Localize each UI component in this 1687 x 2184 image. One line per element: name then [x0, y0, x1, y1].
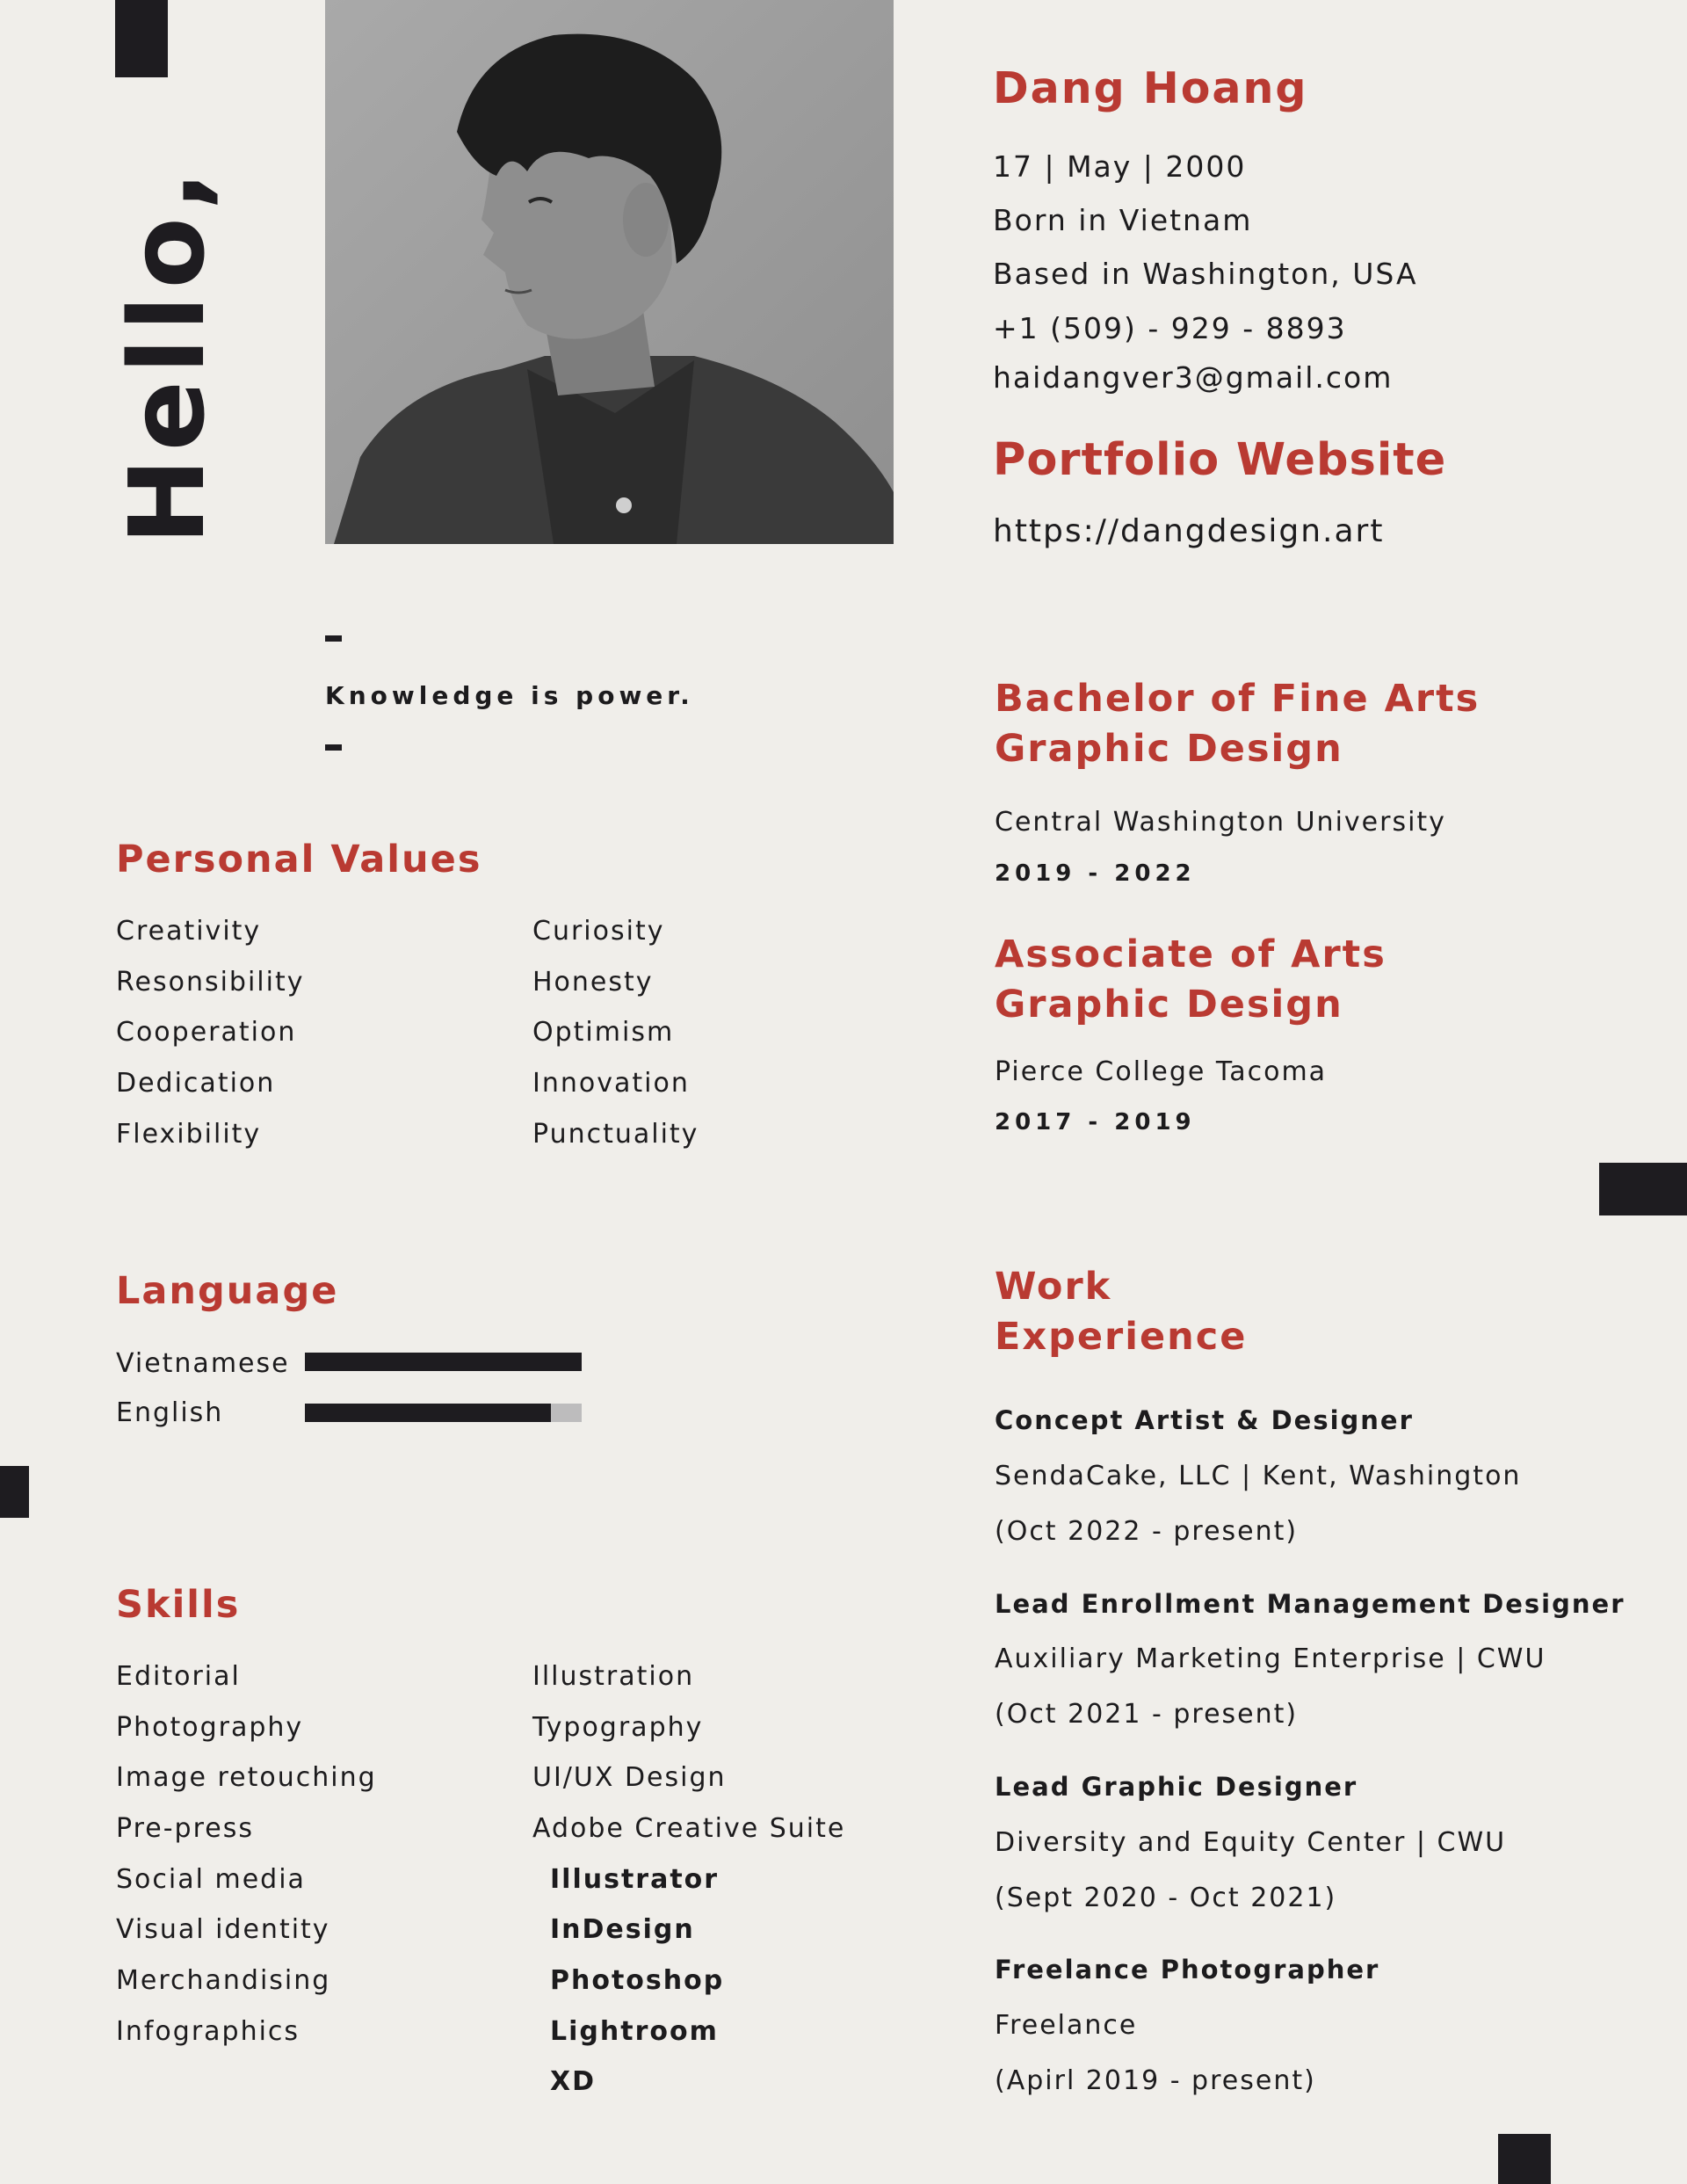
skill-item: Social media: [116, 1864, 306, 1895]
decor-block-bottom: [1498, 2134, 1551, 2184]
value-item: Cooperation: [116, 1017, 297, 1048]
job-4-title: Freelance Photographer: [995, 1955, 1380, 1984]
degree-1-line1: Bachelor of Fine Arts: [995, 677, 1481, 721]
decor-block-left: [0, 1466, 29, 1518]
phone: +1 (509) - 929 - 8893: [993, 311, 1347, 345]
language-english-fill: [305, 1404, 551, 1422]
value-item: Flexibility: [116, 1119, 262, 1150]
location: Based in Washington, USA: [993, 257, 1418, 291]
degree-2-title: [995, 930, 1387, 1030]
degree-1-title: [995, 674, 1480, 774]
skill-item: Photography: [116, 1712, 304, 1743]
quote-dash-bottom: [325, 744, 342, 751]
value-item: Resonsibility: [116, 967, 305, 998]
birthplace: Born in Vietnam: [993, 203, 1253, 237]
skill-item: Image retouching: [116, 1762, 377, 1793]
decor-block-top-left: [115, 0, 168, 77]
job-1-title: Concept Artist & Designer: [995, 1405, 1414, 1435]
skill-item: Typography: [532, 1712, 704, 1743]
skill-item: Pre-press: [116, 1813, 254, 1844]
value-item: Punctuality: [532, 1119, 699, 1150]
birthdate: 17 | May | 2000: [993, 149, 1247, 184]
portfolio-link[interactable]: https://dangdesign.art: [993, 513, 1385, 549]
job-2-dates: (Oct 2021 - present): [995, 1699, 1299, 1730]
adobe-app-item: XD: [550, 2066, 597, 2097]
adobe-app-item: Illustrator: [550, 1864, 720, 1895]
degree-1-line2: Graphic Design: [995, 727, 1343, 771]
value-item: Honesty: [532, 967, 654, 998]
job-3-dates: (Sept 2020 - Oct 2021): [995, 1883, 1337, 1913]
degree-1-years: 2019 - 2022: [995, 860, 1196, 887]
decor-block-right: [1599, 1163, 1687, 1215]
value-item: Creativity: [116, 916, 262, 947]
job-4-org: Freelance: [995, 2010, 1138, 2041]
degree-2-line1: Associate of Arts: [995, 932, 1387, 976]
language-vietnamese-label: Vietnamese: [116, 1348, 290, 1379]
person-name: Dang Hoang: [993, 63, 1308, 113]
profile-photo: [325, 0, 894, 544]
value-item: Optimism: [532, 1017, 675, 1048]
language-title: Language: [116, 1269, 339, 1313]
degree-2-years: 2017 - 2019: [995, 1109, 1196, 1136]
work-title-line1: Work: [995, 1265, 1112, 1309]
skill-item: Illustration: [532, 1661, 695, 1692]
email[interactable]: haidangver3@gmail.com: [993, 360, 1394, 395]
skill-item: Visual identity: [116, 1914, 330, 1945]
hello-heading: Hello,: [106, 163, 228, 545]
value-item: Dedication: [116, 1068, 276, 1099]
adobe-app-item: Lightroom: [550, 2016, 719, 2047]
job-1-org: SendaCake, LLC | Kent, Washington: [995, 1461, 1522, 1491]
skill-item: Adobe Creative Suite: [532, 1813, 846, 1844]
language-english-label: English: [116, 1397, 224, 1428]
degree-1-school: Central Washington University: [995, 807, 1446, 838]
value-item: Curiosity: [532, 916, 665, 947]
language-vietnamese-fill: [305, 1353, 582, 1371]
work-title-line2: Experience: [995, 1315, 1248, 1359]
quote-dash-top: [325, 635, 342, 642]
value-item: Innovation: [532, 1068, 690, 1099]
quote-text: Knowledge is power.: [325, 681, 694, 710]
adobe-app-item: InDesign: [550, 1914, 695, 1945]
adobe-app-item: Photoshop: [550, 1965, 725, 1996]
skill-item: Merchandising: [116, 1965, 331, 1996]
values-title: Personal Values: [116, 838, 482, 882]
job-3-title: Lead Graphic Designer: [995, 1772, 1358, 1802]
job-4-dates: (Apirl 2019 - present): [995, 2065, 1316, 2096]
work-title: [995, 1262, 1247, 1362]
degree-2-school: Pierce College Tacoma: [995, 1056, 1328, 1087]
job-2-org: Auxiliary Marketing Enterprise | CWU: [995, 1643, 1546, 1674]
job-1-dates: (Oct 2022 - present): [995, 1516, 1299, 1547]
skills-title: Skills: [116, 1583, 241, 1627]
skill-item: Editorial: [116, 1661, 241, 1692]
language-vietnamese-bar: [305, 1353, 582, 1371]
job-2-title: Lead Enrollment Management Designer: [995, 1589, 1625, 1619]
portfolio-title: Portfolio Website: [993, 434, 1447, 486]
skill-item: UI/UX Design: [532, 1762, 727, 1793]
degree-2-line2: Graphic Design: [995, 983, 1343, 1027]
job-3-org: Diversity and Equity Center | CWU: [995, 1827, 1507, 1858]
language-english-bar: [305, 1404, 582, 1422]
skill-item: Infographics: [116, 2016, 300, 2047]
